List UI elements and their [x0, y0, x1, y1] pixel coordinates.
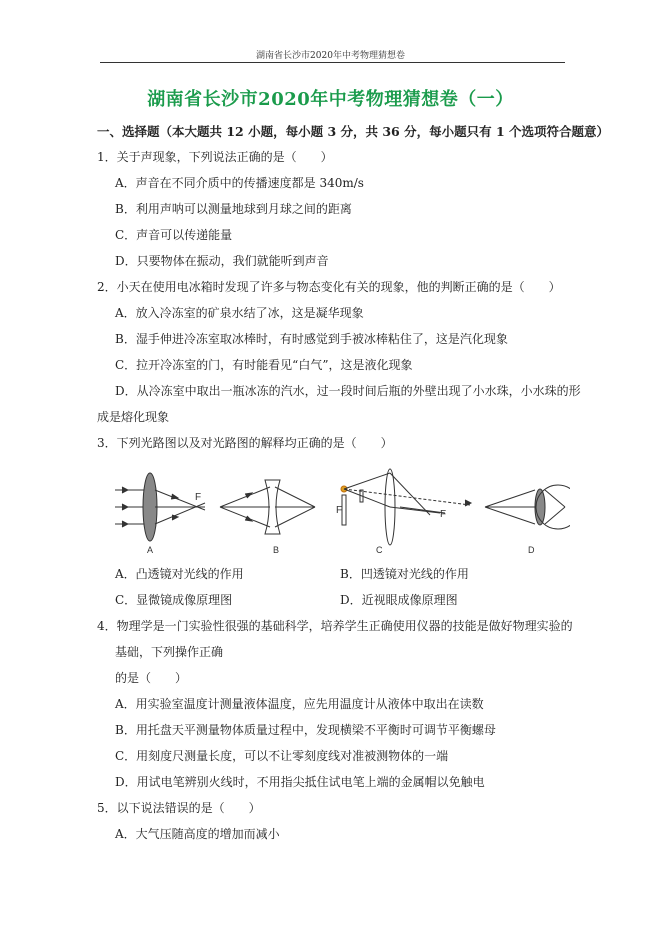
question-5-stem: 5．以下说法错误的是（ ） — [97, 801, 261, 815]
question-2-option-d-cont: 成是熔化现象 — [97, 410, 170, 424]
question-3-option-b: B．凹透镜对光线的作用 — [340, 567, 469, 581]
question-4-option-b: B．用托盘天平测量物体质量过程中，发现横梁不平衡时可调节平衡螺母 — [115, 723, 496, 737]
question-4-stem-line2: 基础，下列操作正确 — [115, 645, 224, 659]
figure-c-focus-right: F — [440, 509, 447, 520]
question-1-stem: 1．关于声现象，下列说法正确的是（ ） — [97, 150, 333, 164]
section-heading: 一、选择题（本大题共 12 小题，每小题 3 分，共 36 分，每小题只有 1 个选项符合题意） — [97, 124, 610, 139]
question-3-option-a: A．凸透镜对光线的作用 — [115, 567, 244, 581]
question-2-stem: 2．小天在使用电冰箱时发现了许多与物态变化有关的现象，他的判断正确的是（ ） — [97, 280, 561, 294]
figure-a-convex-lens — [115, 473, 205, 541]
figure-label-a: A — [147, 545, 154, 555]
document-title: 湖南省长沙市2020年中考物理猜想卷（一） — [147, 89, 514, 110]
question-1-option-d: D．只要物体在振动，我们就能听到声音 — [115, 254, 329, 268]
figure-label-b: B — [273, 545, 280, 555]
question-2-option-d: D．从冷冻室中取出一瓶冰冻的汽水，过一段时间后瓶的外壁出现了小水珠，小水珠的形 — [115, 384, 581, 398]
optics-figure — [110, 465, 570, 560]
question-3-stem: 3．下列光路图以及对光路图的解释均正确的是（ ） — [97, 436, 393, 450]
question-2-option-c: C．拉开冷冻室的门，有时能看见“白气”，这是液化现象 — [115, 358, 413, 372]
question-2-option-a: A．放入冷冻室的矿泉水结了冰，这是凝华现象 — [115, 306, 364, 320]
figure-d-eye — [485, 485, 570, 529]
question-1-option-b: B．利用声呐可以测量地球到月球之间的距离 — [115, 202, 352, 216]
figure-b-concave-lens — [220, 480, 315, 534]
figure-label-c: C — [376, 545, 383, 555]
question-5-option-a: A．大气压随高度的增加而减小 — [115, 827, 280, 841]
question-4-option-d: D．用试电笔辨别火线时，不用指尖抵住试电笔上端的金属帽以免触电 — [115, 775, 485, 789]
question-1-option-c: C．声音可以传递能量 — [115, 228, 233, 242]
figure-a-focus: F — [195, 492, 202, 503]
question-3-option-c: C．显微镜成像原理图 — [115, 593, 233, 607]
question-1-option-a: A．声音在不同介质中的传播速度都是 340m/s — [115, 176, 364, 190]
figure-c-focus-left: F — [336, 505, 343, 516]
header-rule — [100, 62, 565, 63]
question-4-option-a: A．用实验室温度计测量液体温度，应先用温度计从液体中取出在读数 — [115, 697, 484, 711]
figure-label-d: D — [528, 545, 535, 555]
question-4-option-c: C．用刻度尺测量长度，可以不让零刻度线对准被测物体的一端 — [115, 749, 449, 763]
question-4-stem-line3: 的是（ ） — [115, 671, 188, 685]
question-3-option-d: D．近视眼成像原理图 — [340, 593, 458, 607]
question-2-option-b: B．湿手伸进冷冻室取冰棒时，有时感觉到手被冰棒粘住了，这是汽化现象 — [115, 332, 508, 346]
figure-c-microscope — [341, 469, 471, 545]
question-4-stem: 4．物理学是一门实验性很强的基础科学，培养学生正确使用仪器的技能是做好物理实验的 — [97, 619, 573, 633]
page-header: 湖南省长沙市2020年中考物理猜想卷 — [256, 51, 405, 61]
